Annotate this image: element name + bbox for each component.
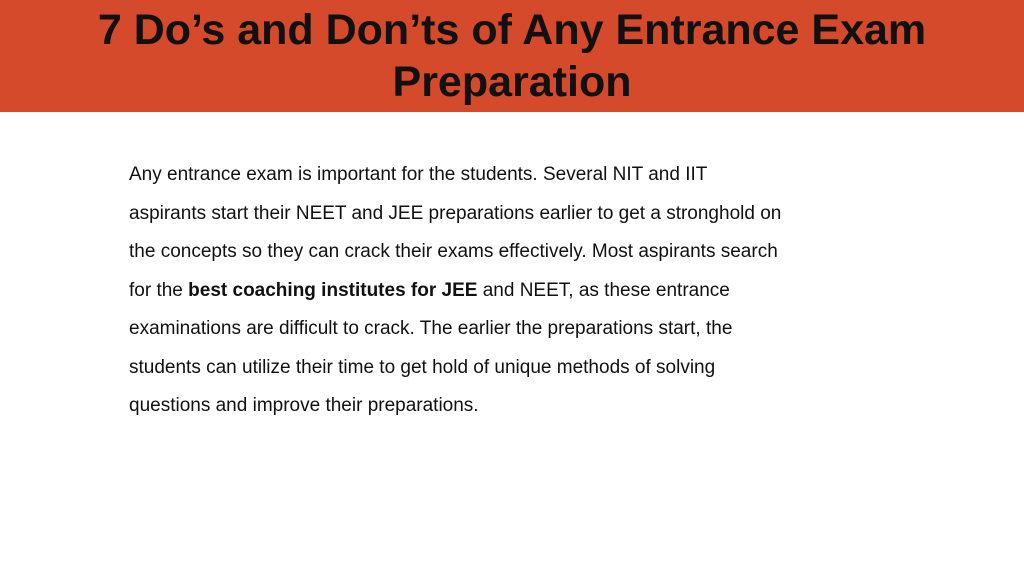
line-4-suffix: and NEET, as these entrance — [477, 279, 730, 301]
paragraph-line-5: examinations are difficult to crack. The earlier the preparations start, the — [129, 318, 733, 339]
paragraph-line-1: Any entrance exam is important for the students. Several NIT and IIT — [129, 164, 708, 185]
line-4-prefix: for the — [129, 279, 189, 301]
paragraph-line-3: the concepts so they can crack their exams effectively. Most aspirants search — [129, 241, 778, 262]
bold-keyword-link: best coaching institutes for JEE — [188, 279, 478, 301]
body-paragraph — [129, 156, 879, 426]
title-line-2: Preparation — [392, 58, 632, 106]
paragraph-line-4 — [129, 272, 879, 311]
paragraph-line-6: students can utilize their time to get hold of unique methods of solving — [129, 356, 716, 378]
title-line-1: 7 Do’s and Don’ts of Any Entrance Exam — [97, 6, 927, 54]
slide-title — [0, 4, 1024, 108]
paragraph-line-7: questions and improve their preparations. — [129, 395, 479, 416]
paragraph-line-2: aspirants start their NEET and JEE preparations earlier to get a stronghold on — [129, 202, 782, 224]
